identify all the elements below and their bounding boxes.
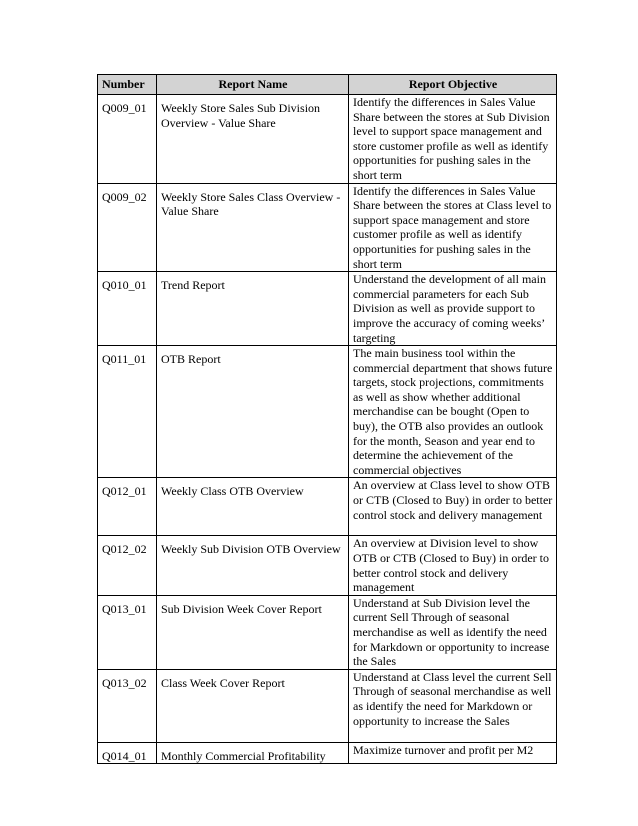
header-row: [98, 75, 557, 95]
report-objective: Understand the development of all main commercial parameters for each Sub Division as well as provide support to improve the accuracy of coming weeks’ targeting: [349, 272, 557, 346]
report-number: Q012_01: [98, 478, 157, 536]
report-objective: An overview at Class level to show OTB or CTB (Closed to Buy) in order to better control stock and delivery management: [349, 478, 557, 536]
report-number: Q010_01: [98, 272, 157, 346]
report-number: Q011_01: [98, 346, 157, 478]
report-objective: An overview at Division level to show OTB or CTB (Closed to Buy) in order to better control stock and delivery management: [349, 536, 557, 595]
report-name: Trend Report: [157, 272, 349, 346]
report-name: Class Week Cover Report: [157, 669, 349, 742]
table-row: [98, 669, 557, 742]
report-objective: The main business tool within the commercial department that shows future targets, stock projections, commitments as well as show whether additional merchandise can be bought (Open to buy), the OTB also provides an outlook for the month, Season and year end to determine the achievement of the commercial objectives: [349, 346, 557, 478]
report-number: Q014_01: [98, 742, 157, 764]
table-row: [98, 95, 557, 184]
header-report-name: Report Name: [157, 75, 349, 95]
table-row: [98, 346, 557, 478]
table-row: [98, 272, 557, 346]
report-number: Q009_02: [98, 183, 157, 272]
report-objective: Maximize turnover and profit per M2: [349, 742, 557, 764]
header-number: Number: [98, 75, 157, 95]
report-number: Q013_02: [98, 669, 157, 742]
report-table: [97, 74, 557, 764]
report-name: Weekly Store Sales Class Overview - Value Share: [157, 183, 349, 272]
header-report-objective: Report Objective: [349, 75, 557, 95]
report-objective: Identify the differences in Sales Value Share between the stores at Class level to support space management and store customer profile as well as identify opportunities for pushing sales in the short term: [349, 183, 557, 272]
report-number: Q012_02: [98, 536, 157, 595]
report-number: Q009_01: [98, 95, 157, 184]
report-name: Weekly Store Sales Sub Division Overview - Value Share: [157, 95, 349, 184]
report-objective: Identify the differences in Sales Value Share between the stores at Sub Division level to support space management and store customer profile as well as identify opportunities for pushing sales in the short term: [349, 95, 557, 184]
report-name: OTB Report: [157, 346, 349, 478]
table-header: [98, 75, 557, 95]
report-name: Weekly Class OTB Overview: [157, 478, 349, 536]
report-number: Q013_01: [98, 595, 157, 669]
table-row: [98, 536, 557, 595]
report-name: Sub Division Week Cover Report: [157, 595, 349, 669]
report-name: Monthly Commercial Profitability: [157, 742, 349, 764]
report-name: Weekly Sub Division OTB Overview: [157, 536, 349, 595]
report-objective: Understand at Class level the current Sell Through of seasonal merchandise as well as identify the need for Markdown or opportunity to increase the Sales: [349, 669, 557, 742]
table-row: [98, 478, 557, 536]
table-body: [98, 95, 557, 764]
table-row: [98, 742, 557, 764]
table-row: [98, 595, 557, 669]
table-row: [98, 183, 557, 272]
report-objective: Understand at Sub Division level the current Sell Through of seasonal merchandise as well as identify the need for Markdown or opportunity to increase the Sales: [349, 595, 557, 669]
